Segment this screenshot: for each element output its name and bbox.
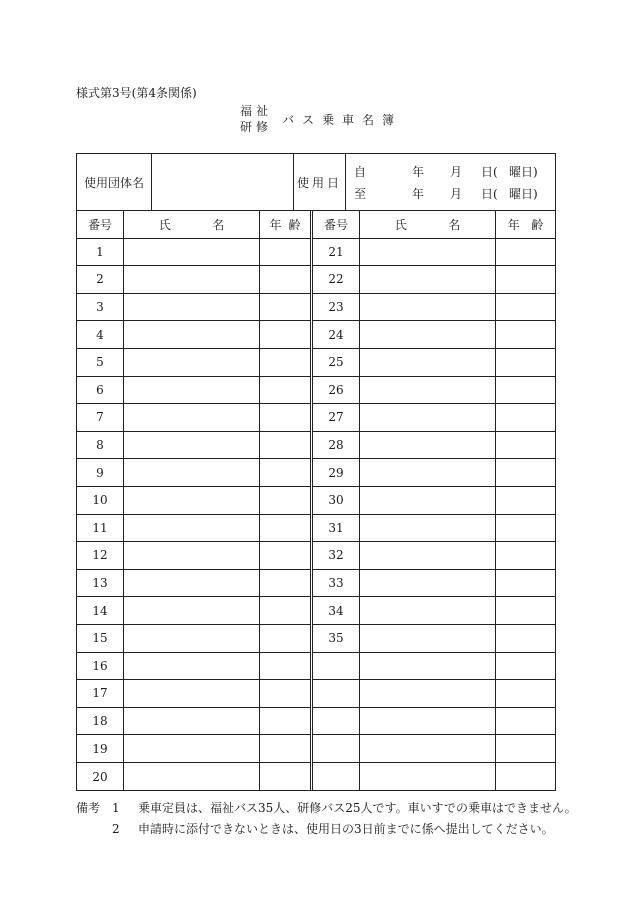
row-number: 27 [313,404,360,431]
table-row [313,763,555,791]
row-number: 30 [313,487,360,514]
age-field[interactable] [496,239,555,266]
note-number: 1 [112,801,120,815]
name-field[interactable] [360,625,496,652]
name-field[interactable] [360,597,496,624]
age-field[interactable] [260,432,310,459]
age-field[interactable] [496,349,555,376]
name-field[interactable] [124,653,260,680]
row-number: 18 [77,708,124,735]
row-number: 23 [313,294,360,321]
table-row [77,321,310,349]
col-name-header-1: 氏 [394,217,407,232]
row-number: 1 [77,239,124,266]
note-text: 申請時に添付できないときは、使用日の3日前までに係へ提出してください。 [138,822,554,836]
age-field[interactable] [260,349,310,376]
row-number: 19 [77,735,124,762]
row-number [313,680,360,707]
title-bus-type [240,103,272,135]
age-field[interactable] [496,735,555,762]
row-number: 24 [313,321,360,348]
table-row [77,459,310,487]
age-field[interactable] [496,570,555,597]
name-field[interactable] [360,349,496,376]
table-row [313,515,555,543]
name-field[interactable] [124,377,260,404]
row-number: 9 [77,459,124,486]
date-from-year: 年 [412,164,425,179]
col-age-header-1: 年 [507,217,520,232]
name-field[interactable] [124,625,260,652]
usage-info-table [76,153,556,211]
table-row [77,653,310,681]
document-title [240,103,402,135]
table-row [77,432,310,460]
usage-date-field[interactable] [346,154,555,210]
age-field[interactable] [496,680,555,707]
date-to-month: 月 [450,186,463,201]
note-item [76,798,577,819]
age-field[interactable] [496,515,555,542]
table-row [313,708,555,736]
table-row [313,625,555,653]
table-row [77,542,310,570]
table-row [77,597,310,625]
age-field[interactable] [496,542,555,569]
name-field[interactable] [360,735,496,762]
row-number: 29 [313,459,360,486]
age-field[interactable] [496,321,555,348]
title-main: バス乗車名簿 [282,112,403,127]
name-field[interactable] [360,294,496,321]
name-field[interactable] [124,349,260,376]
age-field[interactable] [496,487,555,514]
col-name-header-1: 氏 [158,217,171,232]
table-row [77,377,310,405]
col-age-header [496,211,555,238]
table-row [313,459,555,487]
name-field[interactable] [124,515,260,542]
col-name-header-2: 名 [212,217,225,232]
table-row [313,294,555,322]
name-field[interactable] [124,266,260,293]
date-to-weekday: 曜日) [509,186,538,201]
row-number: 25 [313,349,360,376]
age-field[interactable] [260,294,310,321]
table-row [77,266,310,294]
date-to-day: 日( [481,186,498,201]
date-to-row [354,182,555,204]
row-number: 5 [77,349,124,376]
age-field[interactable] [260,597,310,624]
row-number: 8 [77,432,124,459]
name-field[interactable] [360,266,496,293]
name-field[interactable] [360,763,496,791]
name-field[interactable] [360,459,496,486]
name-field[interactable] [360,377,496,404]
form-number: 様式第3号(第4条関係) [76,86,197,100]
name-field[interactable] [124,542,260,569]
row-number: 6 [77,377,124,404]
table-row [77,680,310,708]
col-number-header: 番号 [313,211,360,238]
table-row [77,349,310,377]
col-age-header-2: 齢 [288,217,301,232]
notes-heading: 備考 [76,801,101,815]
name-field[interactable] [124,680,260,707]
age-field[interactable] [260,459,310,486]
row-number: 16 [77,653,124,680]
group-name-label: 使用団体名 [77,154,152,210]
age-field[interactable] [496,653,555,680]
table-row [313,597,555,625]
name-field[interactable] [360,432,496,459]
title-training: 研修 [240,120,273,134]
table-row [313,349,555,377]
name-field[interactable] [124,459,260,486]
table-row [77,515,310,543]
table-header-row [77,211,310,239]
name-field[interactable] [360,321,496,348]
date-from-row [354,160,555,182]
name-field[interactable] [124,763,260,791]
col-number-header: 番号 [77,211,124,238]
age-field[interactable] [260,239,310,266]
row-number: 28 [313,432,360,459]
row-number: 17 [77,680,124,707]
age-field[interactable] [260,625,310,652]
row-number: 34 [313,597,360,624]
name-field[interactable] [360,680,496,707]
name-field[interactable] [124,239,260,266]
row-number: 33 [313,570,360,597]
name-field[interactable] [360,542,496,569]
usage-date-label: 使用日 [294,154,346,210]
passenger-table [76,211,556,791]
col-age-header-1: 年 [269,217,282,232]
age-field[interactable] [260,653,310,680]
age-field[interactable] [260,570,310,597]
name-field[interactable] [360,487,496,514]
age-field[interactable] [496,377,555,404]
name-field[interactable] [124,432,260,459]
col-name-header [360,211,496,238]
date-from-weekday: 曜日) [509,164,538,179]
table-row [313,404,555,432]
table-row [313,266,555,294]
date-to-year: 年 [412,186,425,201]
age-field[interactable] [260,708,310,735]
row-number: 3 [77,294,124,321]
name-field[interactable] [360,239,496,266]
row-number: 13 [77,570,124,597]
name-field[interactable] [360,653,496,680]
name-field[interactable] [124,570,260,597]
col-name-header [124,211,260,238]
age-field[interactable] [496,708,555,735]
name-field[interactable] [360,570,496,597]
name-field[interactable] [124,294,260,321]
age-field[interactable] [496,294,555,321]
table-row [77,294,310,322]
name-field[interactable] [124,597,260,624]
row-number: 12 [77,542,124,569]
col-age-header [260,211,310,238]
note-text: 乗車定員は、福祉バス35人、研修バス25人です。車いすでの乗車はできません。 [138,801,577,815]
table-row [313,487,555,515]
table-row [313,653,555,681]
age-field[interactable] [260,515,310,542]
age-field[interactable] [260,487,310,514]
name-field[interactable] [124,708,260,735]
row-number [313,708,360,735]
age-field[interactable] [496,597,555,624]
table-row [313,570,555,598]
note-number: 2 [112,822,120,836]
date-from-day: 日( [481,164,498,179]
row-number: 31 [313,515,360,542]
row-number [313,735,360,762]
col-age-header-2: 齢 [531,217,544,232]
row-number: 14 [77,597,124,624]
table-header-row [313,211,555,239]
row-number: 21 [313,239,360,266]
age-field[interactable] [496,432,555,459]
age-field[interactable] [260,763,310,791]
name-field[interactable] [124,321,260,348]
col-name-header-2: 名 [448,217,461,232]
row-number: 35 [313,625,360,652]
name-field[interactable] [360,515,496,542]
age-field[interactable] [496,404,555,431]
title-welfare: 福祉 [240,104,273,118]
age-field[interactable] [260,680,310,707]
name-field[interactable] [124,404,260,431]
table-row [313,542,555,570]
group-name-field[interactable] [152,154,294,210]
age-field[interactable] [260,266,310,293]
row-number: 2 [77,266,124,293]
row-number: 4 [77,321,124,348]
table-row [77,404,310,432]
table-row [77,735,310,763]
row-number: 26 [313,377,360,404]
row-number [313,763,360,791]
row-number: 10 [77,487,124,514]
table-row [77,708,310,736]
table-row [313,321,555,349]
row-number: 22 [313,266,360,293]
age-field[interactable] [496,763,555,791]
name-field[interactable] [360,404,496,431]
age-field[interactable] [260,542,310,569]
age-field[interactable] [496,459,555,486]
age-field[interactable] [260,735,310,762]
age-field[interactable] [260,377,310,404]
row-number: 7 [77,404,124,431]
age-field[interactable] [260,404,310,431]
passenger-table-left [77,211,313,790]
table-row [313,239,555,267]
table-row [313,680,555,708]
name-field[interactable] [124,487,260,514]
row-number [313,653,360,680]
row-number: 32 [313,542,360,569]
date-from-month: 月 [450,164,463,179]
row-number: 20 [77,763,124,791]
name-field[interactable] [124,735,260,762]
table-row [313,432,555,460]
table-row [313,377,555,405]
date-to-prefix: 至 [354,186,367,201]
age-field[interactable] [496,625,555,652]
date-from-prefix: 自 [354,164,367,179]
passenger-table-right [313,211,555,790]
table-row [77,570,310,598]
row-number: 11 [77,515,124,542]
note-item [76,819,577,840]
age-field[interactable] [496,266,555,293]
row-number: 15 [77,625,124,652]
table-row [77,487,310,515]
table-row [77,239,310,267]
notes [76,798,577,840]
name-field[interactable] [360,708,496,735]
age-field[interactable] [260,321,310,348]
table-row [313,735,555,763]
table-row [77,763,310,791]
table-row [77,625,310,653]
